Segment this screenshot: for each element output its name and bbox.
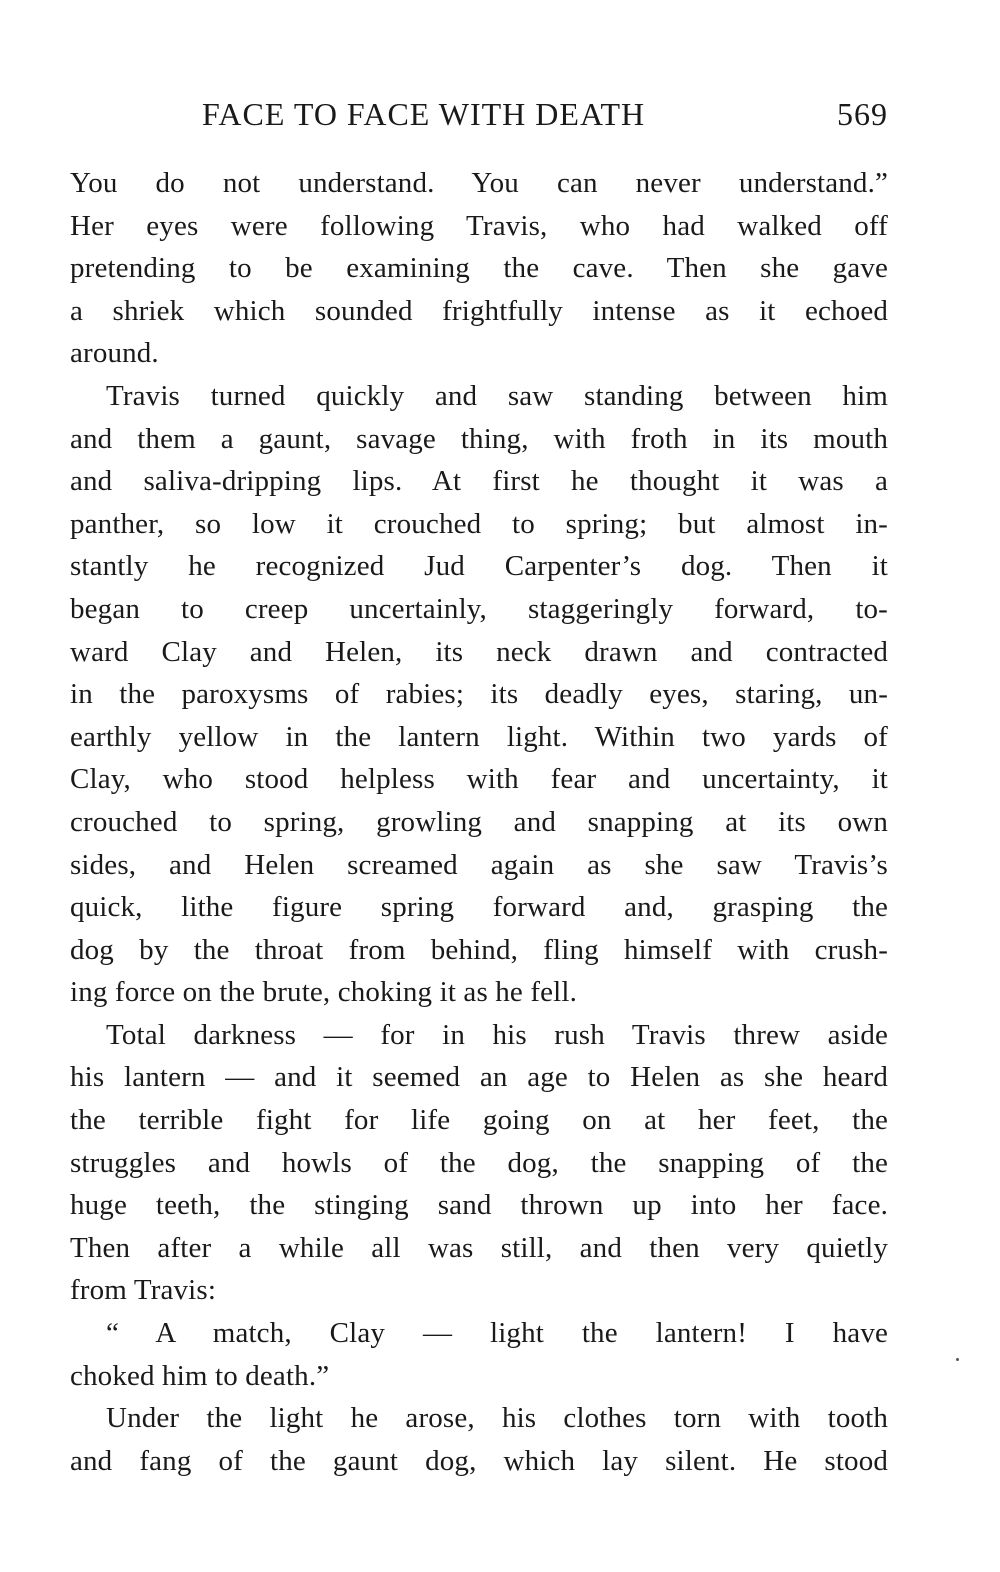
text-line: Her eyes were following Travis, who had walked off	[70, 209, 888, 242]
paragraph-5	[70, 1397, 888, 1482]
text-line: panther, so low it crouched to spring; but almost in-	[70, 507, 888, 540]
text-line: earthly yellow in the lantern light. Within two yards of	[70, 720, 888, 753]
paragraph-2	[70, 375, 888, 1014]
paragraph-4	[70, 1312, 888, 1397]
text-line: and saliva-dripping lips. At first he thought it was a	[70, 465, 888, 498]
text-line: pretending to be examining the cave. Then she gave	[70, 252, 888, 285]
text-line: struggles and howls of the dog, the snapping of the	[70, 1146, 888, 1179]
text-line: choked him to death.”	[70, 1359, 330, 1392]
text-line: ing force on the brute, choking it as he fell.	[70, 976, 577, 1009]
body-text	[70, 162, 888, 1482]
text-line: Total darkness — for in his rush Travis threw aside	[106, 1018, 888, 1051]
paragraph-3	[70, 1014, 888, 1312]
text-line: his lantern — and it seemed an age to Helen as she heard	[70, 1061, 888, 1094]
scan-speck	[956, 1358, 959, 1361]
text-line: and fang of the gaunt dog, which lay silent. He stood	[70, 1444, 888, 1477]
text-line: a shriek which sounded frightfully intense as it echoed	[70, 294, 888, 327]
text-line: huge teeth, the stinging sand thrown up into her face.	[70, 1189, 888, 1222]
text-line: You do not understand. You can never understand.”	[70, 167, 888, 199]
page-number: 569	[837, 96, 888, 132]
text-line: and them a gaunt, savage thing, with froth in its mouth	[70, 422, 888, 455]
text-line: the terrible fight for life going on at her feet, the	[70, 1104, 888, 1137]
text-line: around.	[70, 337, 159, 370]
text-line: ward Clay and Helen, its neck drawn and contracted	[70, 635, 888, 668]
text-line: Travis turned quickly and saw standing between him	[106, 379, 888, 412]
running-head	[70, 96, 888, 140]
text-line: Under the light he arose, his clothes torn with tooth	[106, 1402, 888, 1435]
text-line: quick, lithe figure spring forward and, grasping the	[70, 891, 888, 924]
running-title: FACE TO FACE WITH DEATH	[202, 96, 646, 132]
text-line: sides, and Helen screamed again as she saw Travis’s	[70, 848, 888, 881]
text-line: dog by the throat from behind, fling himself with crush-	[70, 933, 888, 966]
text-line: from Travis:	[70, 1274, 217, 1307]
text-line: Then after a while all was still, and then very quietly	[70, 1231, 888, 1264]
text-line: began to creep uncertainly, staggeringly forward, to-	[70, 592, 888, 625]
paragraph-1	[70, 162, 888, 375]
text-line: crouched to spring, growling and snapping at its own	[70, 805, 888, 838]
text-line: in the paroxysms of rabies; its deadly eyes, staring, un-	[70, 678, 888, 711]
text-line: stantly he recognized Jud Carpenter’s dog. Then it	[70, 550, 888, 583]
text-line: “ A match, Clay — light the lantern! I have	[106, 1317, 888, 1350]
text-line: Clay, who stood helpless with fear and uncertainty, it	[70, 763, 888, 796]
